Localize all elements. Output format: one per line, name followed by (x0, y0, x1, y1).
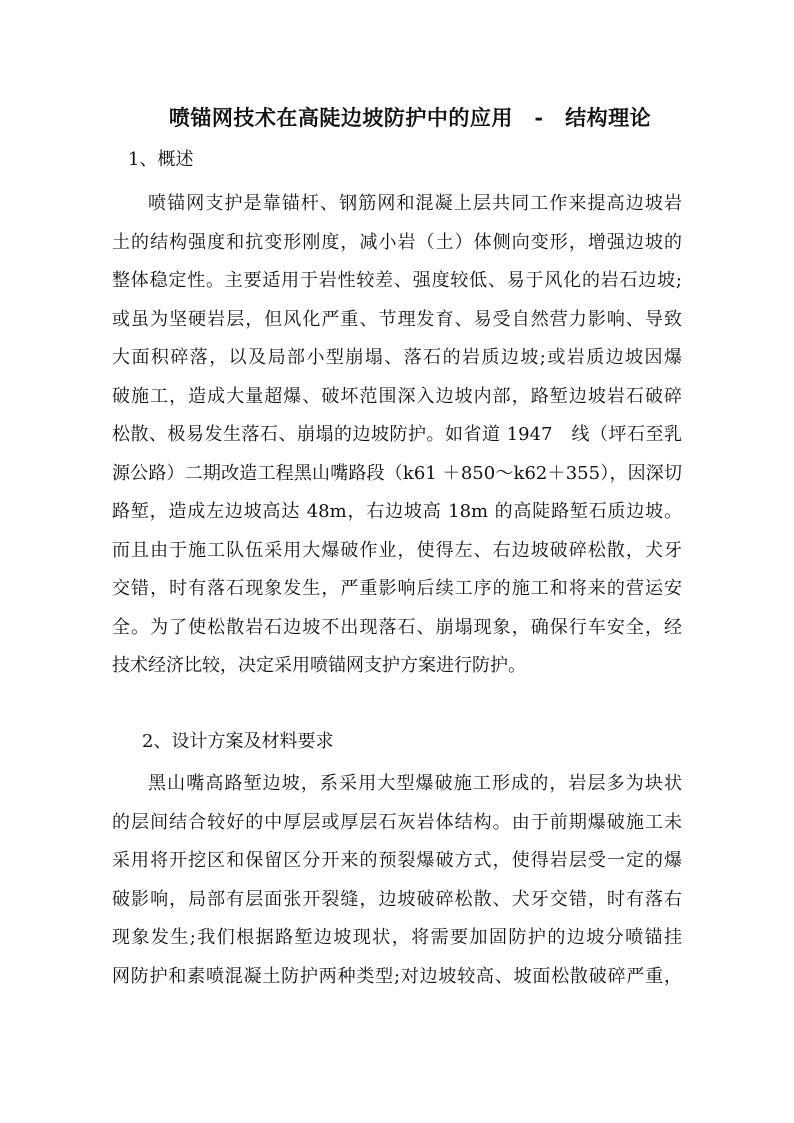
text-line: 破影响，局部有层面张开裂缝，边坡破碎松散、犬牙交错，时有落右 (112, 888, 682, 910)
text-line: 松散、极易发生落石、崩塌的边坡防护。如省道 1947 线（坪石至乳 (112, 424, 682, 445)
paragraph-overview (112, 185, 682, 686)
text-line: 而且由于施工队伍采用大爆破作业，使得左、右边坡破碎松散，犬牙 (112, 539, 682, 561)
text-line: 网防护和素喷混凝土防护两种类型;对边坡较高、坡面松散破碎严重， (112, 965, 682, 987)
text-line: 技术经济比较，决定采用喷锚网支护方案进行防护。 (112, 655, 526, 676)
text-line: 现象发生;我们根据路堑边坡现状，将需要加固防护的边坡分喷锚挂 (112, 927, 682, 948)
text-line: 大面积碎落，以及局部小型崩塌、落石的岩质边坡;或岩质边坡因爆 (112, 347, 682, 368)
text-line: 黑山嘴高路堑边坡，系采用大型爆破施工形成的，岩层多为块状 (148, 773, 682, 794)
text-line: 土的结构强度和抗变形刚度，减小岩（土）体侧向变形，增强边坡的 (112, 231, 682, 253)
text-line: 全。为了使松散岩石边坡不出现落石、崩塌现象，确保行车安全，经 (112, 616, 682, 638)
section-heading-design: 2、设计方案及材料要求 (142, 731, 334, 752)
text-line: 或虽为坚硬岩层，但风化严重、节理发育、易受自然营力影响、导致 (112, 308, 682, 330)
text-line: 喷锚网支护是靠锚杆、钢筋网和混凝上层共同工作来提高边坡岩 (148, 193, 682, 214)
section-heading-overview: 1、概述 (128, 149, 194, 170)
text-line: 源公路）二期改造工程黑山嘴路段（k61 ＋850～k62＋355），因深切 (112, 462, 682, 484)
text-line: 路堑，造成左边坡高达 48m，右边坡高 18m 的高陡路堑石质边坡。 (112, 501, 682, 522)
text-line: 整体稳定性。主要适用于岩性较差、强度较低、易于风化的岩石边坡; (112, 270, 682, 291)
text-line: 交错，时有落石现象发生，严重影响后续工序的施工和将来的营运安 (112, 578, 682, 599)
text-line: 采用将开挖区和保留区分开来的预裂爆破方式，使得岩层受一定的爆 (112, 850, 682, 871)
paragraph-design (112, 765, 682, 996)
text-line: 破施工，造成大量超爆、破坏范围深入边坡内部，路堑边坡岩石破碎 (112, 385, 682, 407)
document-title: 喷锚网技术在高陡边坡防护中的应用 - 结构理论 (168, 105, 652, 130)
text-line: 的层间结合较好的中厚层或厚层石灰岩体结构。由于前期爆破施工未 (112, 811, 682, 833)
